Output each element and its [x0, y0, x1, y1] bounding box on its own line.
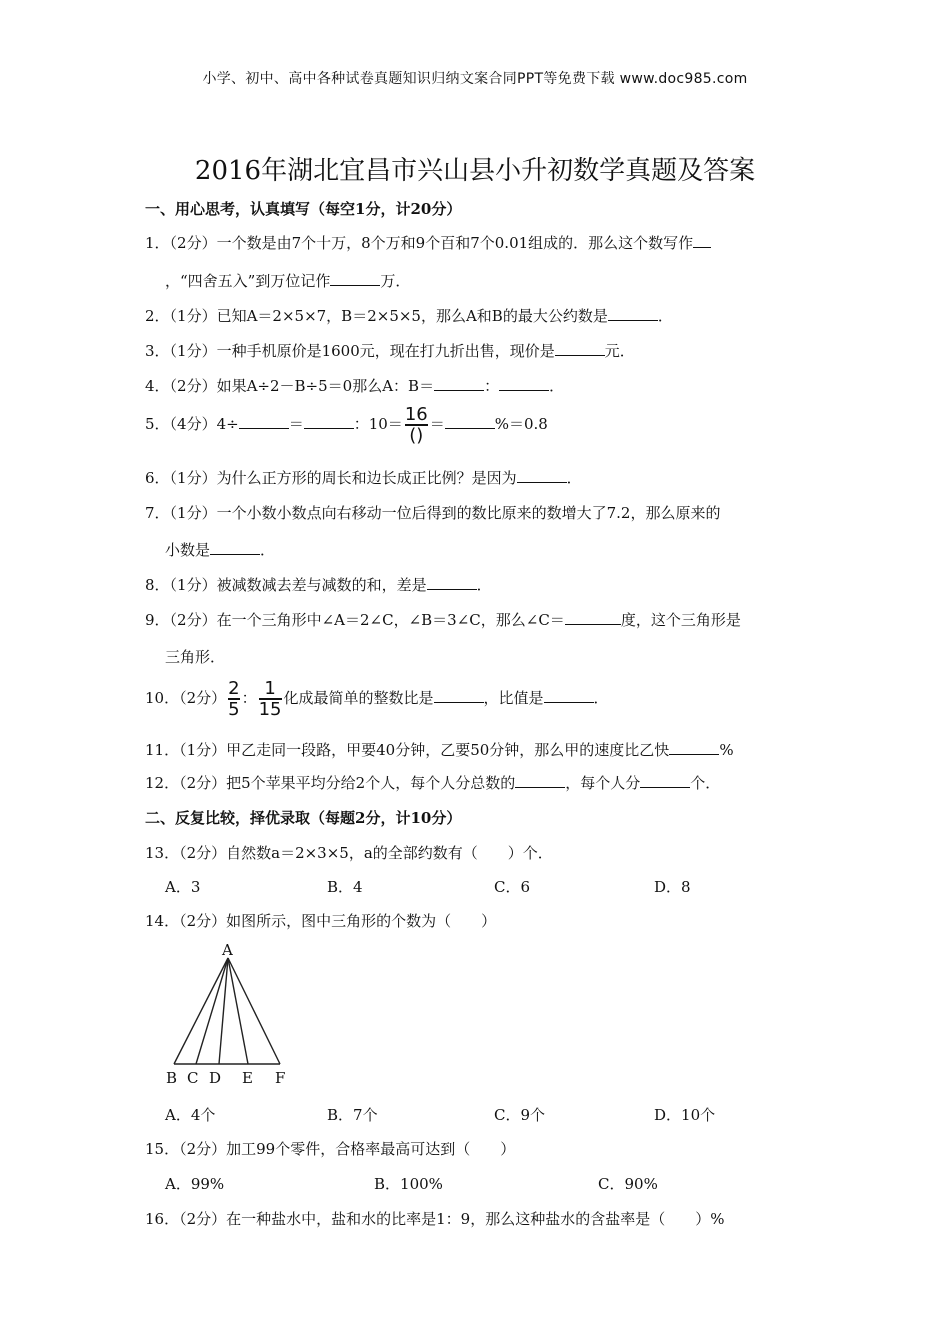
answer-blank — [445, 414, 495, 429]
triangle-diagram — [162, 940, 298, 1088]
answer-blank — [555, 341, 605, 356]
question-5: 5．（4分）4÷ ＝ ：10＝ $\frac{16}{()}$ ＝ %＝0.8 — [145, 404, 548, 446]
fraction-16-over-blank: $\frac{16}{()}$ — [404, 404, 428, 446]
option-a: A．99% — [165, 1175, 225, 1193]
question-14: 14．（2分）如图所示，图中三角形的个数为（ ） — [145, 912, 497, 930]
answer-blank — [693, 233, 711, 248]
answer-blank — [669, 740, 719, 755]
question-7-cont: 小数是 ． — [165, 541, 276, 559]
answer-blank — [239, 414, 289, 429]
answer-blank — [517, 468, 567, 483]
document-title: 2016年湖北宜昌市兴山县小升初数学真题及答案 — [194, 156, 756, 186]
option-d: D．8 — [654, 878, 691, 896]
answer-blank — [515, 773, 565, 788]
label-e: E — [242, 1069, 253, 1087]
label-f: F — [275, 1069, 286, 1087]
answer-blank — [434, 688, 484, 703]
question-7: 7．（1分）一个小数小数点向右移动一位后得到的数比原来的数增大了7.2，那么原来的 — [145, 504, 721, 522]
fraction-1-15: $\frac{1}{15}$ — [258, 678, 282, 720]
option-b: B．100% — [374, 1175, 443, 1193]
triangle-figure — [162, 940, 298, 1088]
question-15: 15．（2分）加工99个零件，合格率最高可达到（ ） — [145, 1140, 516, 1158]
answer-blank — [330, 271, 380, 286]
option-a: A．4个 — [165, 1106, 216, 1124]
answer-blank — [544, 688, 594, 703]
answer-blank — [427, 575, 477, 590]
option-a: A．3 — [165, 878, 201, 896]
label-c: C — [187, 1069, 199, 1087]
option-c: C．9个 — [494, 1106, 546, 1124]
question-11: 11．（1分）甲乙走同一段路，甲要40分钟，乙要50分钟，那么甲的速度比乙快 % — [145, 741, 734, 759]
answer-blank — [210, 540, 260, 555]
option-b: B．4 — [327, 878, 363, 896]
question-1-cont: ，“四舍五入”到万位记作 万． — [165, 272, 411, 290]
answer-blank — [434, 376, 484, 391]
line-ae — [228, 958, 248, 1064]
question-12: 12．（2分）把5个苹果平均分给2个人，每个人分总数的 ，每个人分 个． — [145, 774, 721, 792]
section-2-heading: 二、反复比较，择优录取（每题2分，计10分） — [145, 809, 462, 827]
question-16: 16．（2分）在一种盐水中，盐和水的比率是1：9，那么这种盐水的含盐率是（ ）% — [145, 1210, 725, 1228]
option-c: C．6 — [494, 878, 531, 896]
question-6: 6．（1分）为什么正方形的周长和边长成正比例？是因为 ． — [145, 469, 582, 487]
line-af — [228, 958, 280, 1064]
answer-blank — [640, 773, 690, 788]
fraction-2-5: $\frac{2}{5}$ — [228, 678, 240, 720]
question-2: 2．（1分）已知A＝2×5×7，B＝2×5×5，那么A和B的最大公约数是 ． — [145, 307, 673, 325]
option-c: C．90% — [598, 1175, 658, 1193]
question-9-cont: 三角形． — [165, 648, 226, 666]
question-9: 9．（2分）在一个三角形中∠A＝2∠C，∠B＝3∠C，那么∠C＝ 度，这个三角形是 — [145, 611, 741, 629]
answer-blank — [499, 376, 549, 391]
question-8: 8．（1分）被减数减去差与减数的和，差是 ． — [145, 576, 492, 594]
label-d: D — [209, 1069, 222, 1087]
section-1-heading: 一、用心思考，认真填写（每空1分，计20分） — [145, 200, 462, 218]
option-b: B．7个 — [327, 1106, 378, 1124]
answer-blank — [608, 306, 658, 321]
answer-blank — [304, 414, 354, 429]
answer-blank — [565, 610, 621, 625]
label-a: A — [222, 941, 233, 959]
page-header: 小学、初中、高中各种试卷真题知识归纳文案合同PPT等免费下载 www.doc985.com — [202, 71, 748, 87]
question-4: 4．（2分）如果A÷2－B÷5＝0那么A：B＝ ： ． — [145, 377, 565, 395]
question-13: 13．（2分）自然数a＝2×3×5，a的全部约数有（ ）个． — [145, 844, 553, 862]
question-10: 10．（2分） $\frac{2}{5}$ ： $\frac{1}{15}$ 化成最简单的整数比是 ，比值是 ． — [145, 678, 609, 720]
label-b: B — [166, 1069, 178, 1087]
question-3: 3．（1分）一种手机原价是1600元，现在打九折出售，现价是 元． — [145, 342, 635, 360]
option-d: D．10个 — [654, 1106, 716, 1124]
question-1: 1．（2分）一个数是由7个十万，8个万和9个百和7个0.01组成的．那么这个数写作 — [145, 232, 711, 253]
